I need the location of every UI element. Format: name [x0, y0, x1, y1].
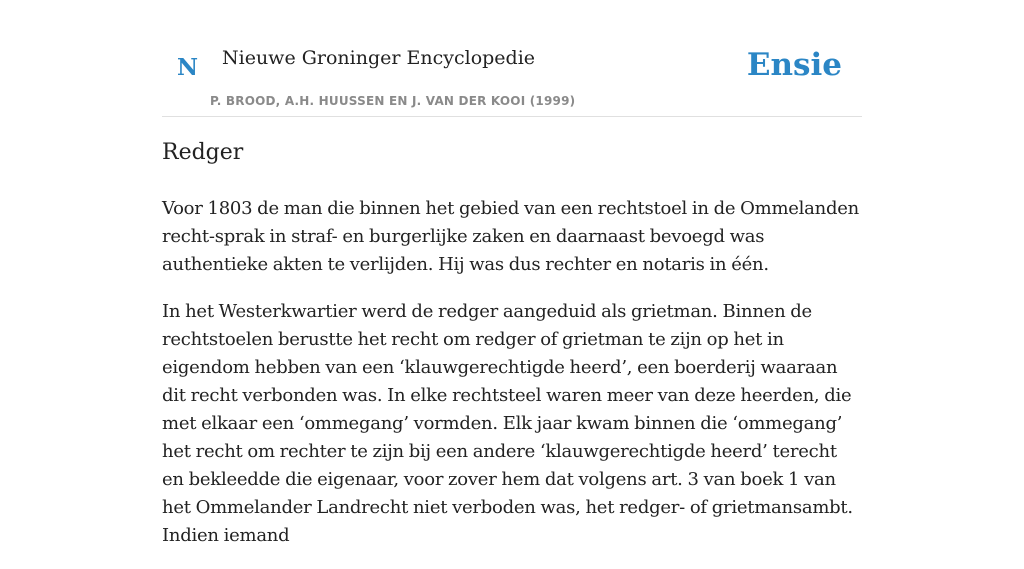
encyclopedia-header [162, 30, 862, 117]
book-authors: P. BROOD, A.H. HUUSSEN EN J. VAN DER KOOI (1999) [210, 94, 576, 108]
entry-title: Redger [162, 140, 244, 165]
entry-content [162, 138, 862, 569]
ensie-logo[interactable]: Ensie [746, 47, 842, 83]
encyclopedia-logo-icon[interactable]: N [177, 54, 199, 81]
book-title-link[interactable]: Nieuwe Groninger Encyclopedie [222, 47, 536, 69]
entry-paragraph: Voor 1803 de man die binnen het gebied van een rechtstoel in de Ommelanden recht-sprak in straf- en burgerlijke zaken en daarnaast bevoegd was authentieke akten te verlijden. Hij was dus rechter en notaris in één. [162, 197, 860, 275]
entry-paragraph: In het Westerkwartier werd de redger aangeduid als grietman. Binnen de rechtstoelen berustte het recht om redger of grietman te zijn op het in eigendom hebben van een ‘klauwgerechtigde heerd’, een boerderij waaraan dit recht verbonden was. In elke rechtsteel waren meer van deze heerden, die met elkaar een ‘ommegang’ vormden. Elk jaar kwam binnen die ‘ommegang’ het recht om rechter te zijn bij een andere ‘klauwgerechtigde heerd’ terecht en bekleedde die eigenaar, voor zover hem dat volgens art. 3 van boek 1 van het Ommelander Landrecht niet verboden was, het redger- of grietmansambt. Indien iemand [162, 300, 853, 546]
